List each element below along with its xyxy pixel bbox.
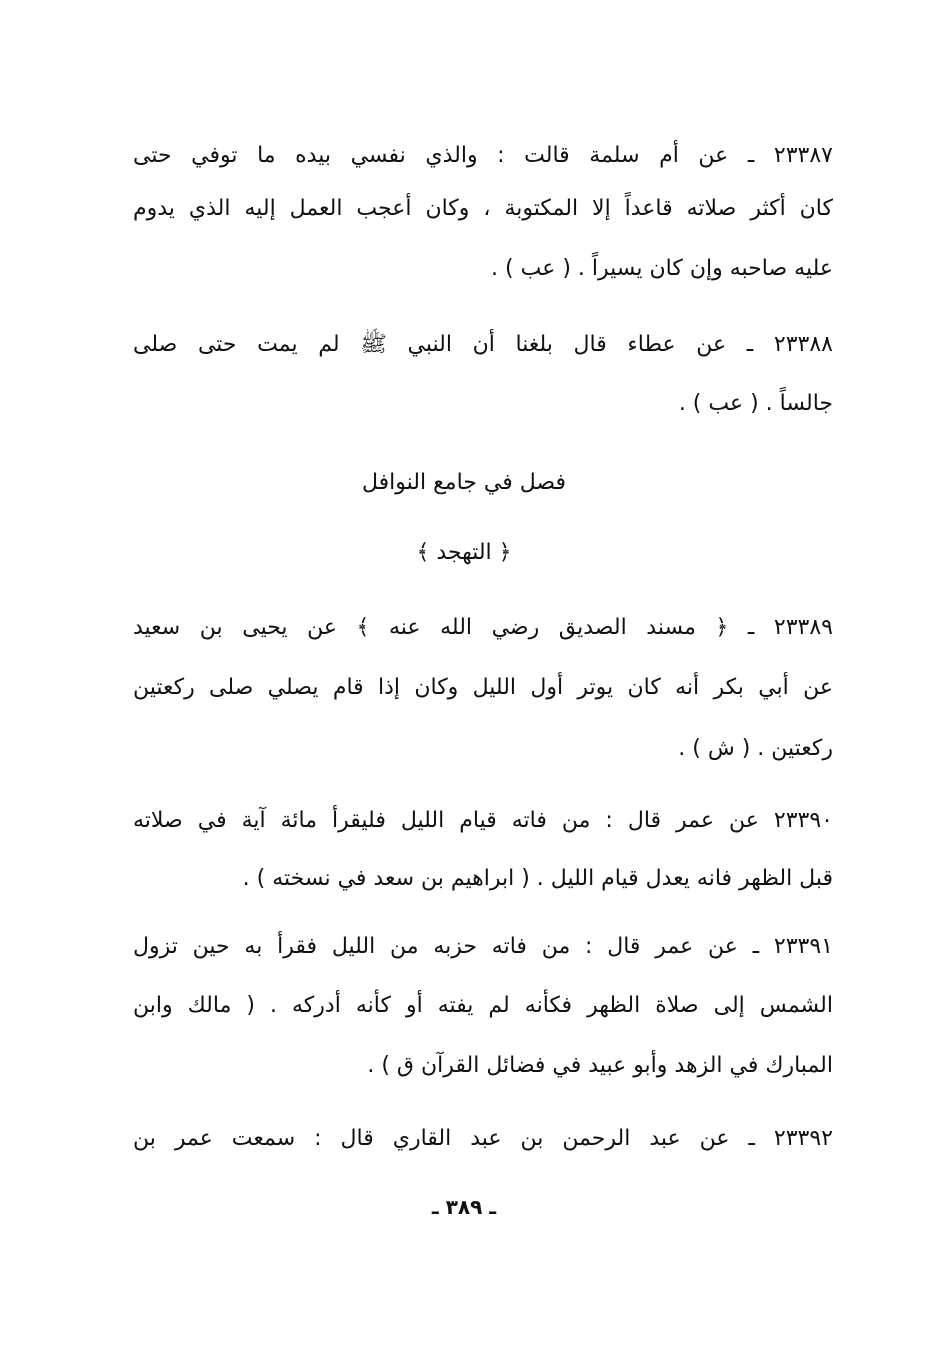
section-heading: فصل في جامع النوافل	[362, 470, 566, 495]
entry-23387-line-3: عليه صاحبه وإن كان يسيراً . ( عب ) .	[491, 256, 833, 281]
entry-23391-line-3: المبارك في الزهد وأبو عبيد في فضائل القرآن ق ) .	[367, 1053, 833, 1078]
entry-23387-line-1: ٢٣٣٨٧ ـ عن أم سلمة قالت : والذي نفسي بيده ما توفي حتى	[133, 143, 833, 168]
page-number: ـ ٣٨٩ ـ	[431, 1195, 497, 1219]
entry-23392-line-1: ٢٣٣٩٢ ـ عن عبد الرحمن بن عبد القاري قال : سمعت عمر بن	[133, 1126, 833, 1151]
entry-23390-line-2: قبل الظهر فانه يعدل قيام الليل . ( ابراهيم بن سعد في نسخته ) .	[242, 866, 833, 891]
entry-23389-line-3: ركعتين . ( ش ) .	[678, 736, 833, 761]
entry-23388-line-1: ٢٣٣٨٨ ـ عن عطاء قال بلغنا أن النبي ﷺ لم يمت حتى صلى	[133, 332, 833, 357]
entry-23391-line-1: ٢٣٣٩١ ـ عن عمر قال : من فاته حزبه من الليل فقرأ به حين تزول	[133, 934, 833, 959]
entry-23389-line-2: عن أبي بكر أنه كان يوتر أول الليل وكان إذا قام يصلي صلى ركعتين	[133, 675, 833, 700]
sub-heading: ﴿ التهجد ﴾	[416, 540, 512, 565]
entry-23390-line-1: ٢٣٣٩٠ عن عمر قال : من فاته قيام الليل فليقرأ مائة آية في صلاته	[133, 808, 833, 833]
entry-23387-line-2: كان أكثر صلاته قاعداً إلا المكتوبة ، وكان أعجب العمل إليه الذي يدوم	[133, 196, 833, 221]
entry-23391-line-2: الشمس إلى صلاة الظهر فكأنه لم يفته أو كأنه أدركه . ( مالك وابن	[133, 993, 833, 1018]
entry-23388-line-2: جالساً . ( عب ) .	[678, 391, 833, 416]
entry-23389-line-1: ٢٣٣٨٩ ـ ﴿ مسند الصديق رضي الله عنه ﴾ عن يحيى بن سعيد	[133, 615, 833, 640]
